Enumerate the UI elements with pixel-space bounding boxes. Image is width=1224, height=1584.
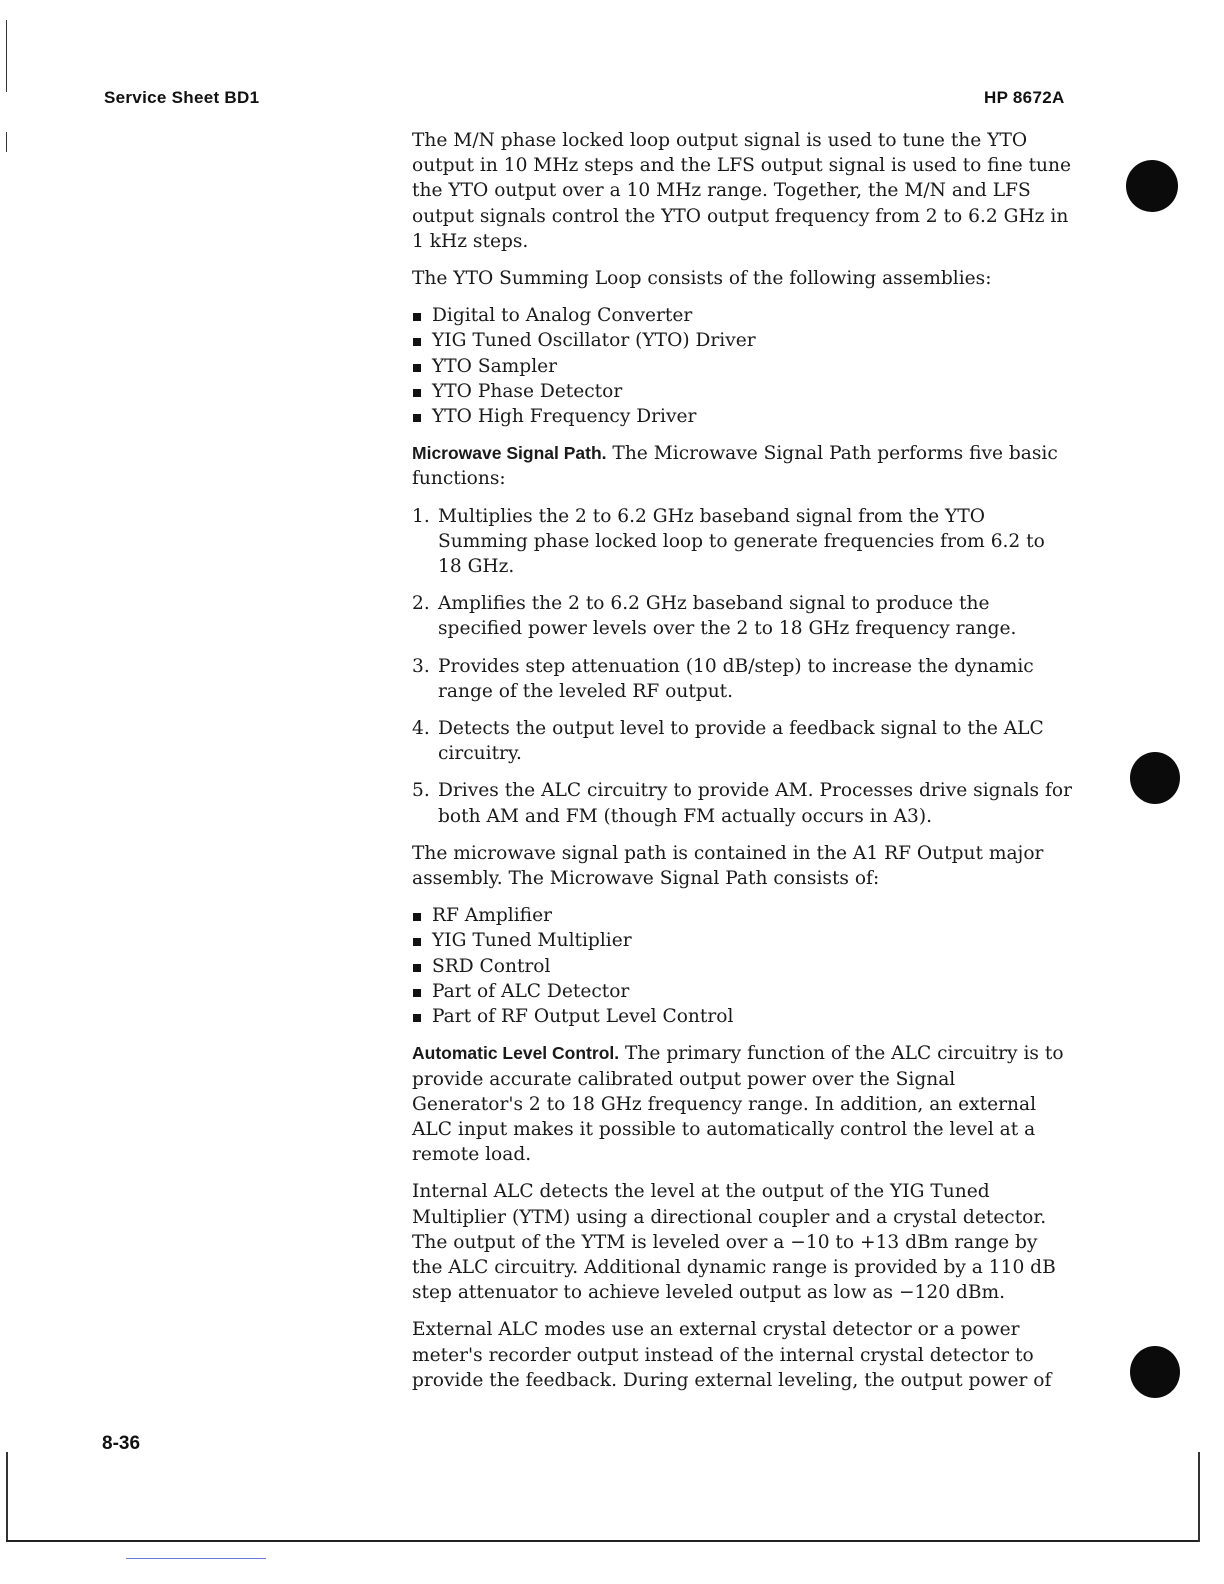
bullet-square-icon <box>413 913 421 921</box>
item-text: Amplifies the 2 to 6.2 GHz baseband signal to produce the specified power levels over the 2 to 18 GHz frequency range. <box>438 593 1017 640</box>
paragraph-microwave-signal-path <box>412 441 1072 491</box>
item-text: Provides step attenuation (10 dB/step) to increase the dynamic range of the leveled RF output. <box>438 655 1034 702</box>
paragraph-internal-alc: Internal ALC detects the level at the output of the YIG Tuned Multiplier (YTM) using a directional coupler and a crystal detector. The output of the YTM is leveled over a −10 to +13 dBm range by the ALC circuitry. Additional dynamic range is provided by a 110 dB step attenuator to achieve leveled output as low as −120 dBm. <box>412 1181 1056 1304</box>
item-text: Multiplies the 2 to 6.2 GHz baseband signal from the YTO Summing phase locked loop to generate frequencies from 6.2 to 18 GHz. <box>438 505 1045 578</box>
list-item-text: YIG Tuned Oscillator (YTO) Driver <box>432 330 756 352</box>
list-item <box>412 328 1072 353</box>
paragraph-text: The Microwave Signal Path performs five basic functions: <box>412 443 1058 490</box>
item-number: 2. <box>412 593 430 615</box>
list-item <box>412 903 1072 928</box>
left-margin-mark-top <box>6 20 7 92</box>
bullet-square-icon <box>413 338 421 346</box>
list-item <box>412 928 1072 953</box>
microwave-components-list <box>412 903 1072 1029</box>
numbered-item <box>412 654 1072 704</box>
yto-assemblies-list <box>412 303 1072 429</box>
item-text: Detects the output level to provide a feedback signal to the ALC circuitry. <box>438 718 1044 765</box>
paragraph-external-alc: External ALC modes use an external crystal detector or a power meter's recorder output instead of the internal crystal detector to provide the feedback. During external leveling, the output power of <box>412 1319 1052 1391</box>
bullet-square-icon <box>413 989 421 997</box>
list-item-text: YTO Sampler <box>432 355 558 377</box>
list-item <box>412 954 1072 979</box>
bullet-square-icon <box>413 313 421 321</box>
paragraph-mn-loop: The M/N phase locked loop output signal is used to tune the YTO output in 10 MHz steps and the LFS output signal is used to fine tune the YTO output over a 10 MHz range. Together, the M/N and LFS output signals control the YTO output frequency from 2 to 6.2 GHz in 1 kHz steps. <box>412 130 1072 252</box>
list-item <box>412 404 1072 429</box>
list-item-text: Part of RF Output Level Control <box>432 1006 734 1028</box>
list-item <box>412 979 1072 1004</box>
list-item-text: Part of ALC Detector <box>432 980 630 1002</box>
bullet-square-icon <box>413 1014 421 1022</box>
numbered-item <box>412 504 1072 580</box>
list-item-text: YTO Phase Detector <box>432 380 623 402</box>
page-number: 8-36 <box>102 1433 141 1454</box>
paragraph-text: The primary function of the ALC circuitry is to provide accurate calibrated output power over the Signal Generator's 2 to 18 GHz frequency range. In addition, an external ALC input makes it possible to automatically control the level at a remote load. <box>412 1043 1064 1166</box>
bottom-rule <box>6 1540 1200 1542</box>
bullet-square-icon <box>413 364 421 372</box>
list-item <box>412 1004 1072 1029</box>
list-item-text: SRD Control <box>432 955 551 977</box>
left-margin-line-bottom <box>6 1452 8 1542</box>
paragraph-microwave-contained: The microwave signal path is contained in the A1 RF Output major assembly. The Microwave Signal Path consists of: <box>412 842 1044 890</box>
paragraph-yto-summing-intro: The YTO Summing Loop consists of the following assemblies: <box>412 268 992 290</box>
punch-hole-top <box>1126 160 1178 212</box>
list-item <box>412 303 1072 328</box>
list-item-text: RF Amplifier <box>432 905 552 927</box>
item-number: 4. <box>412 718 430 740</box>
numbered-item <box>412 591 1072 641</box>
item-number: 3. <box>412 655 430 677</box>
paragraph-automatic-level-control <box>412 1041 1072 1167</box>
main-text-column <box>412 128 1072 1405</box>
punch-hole-bottom <box>1130 1346 1180 1398</box>
bottom-blue-line <box>126 1558 266 1559</box>
bullet-square-icon <box>413 414 421 422</box>
item-number: 1. <box>412 505 430 527</box>
runin-heading-microwave: Microwave Signal Path. <box>412 443 607 464</box>
right-margin-line-bottom <box>1198 1452 1200 1542</box>
list-item-text: YTO High Frequency Driver <box>432 406 697 428</box>
bullet-square-icon <box>413 964 421 972</box>
left-margin-mark-mid <box>6 132 7 152</box>
list-item-text: Digital to Analog Converter <box>432 305 693 327</box>
numbered-item <box>412 778 1072 828</box>
bullet-square-icon <box>413 938 421 946</box>
bullet-square-icon <box>413 389 421 397</box>
punch-hole-middle <box>1130 752 1180 804</box>
runin-heading-alc: Automatic Level Control. <box>412 1043 620 1064</box>
list-item <box>412 379 1072 404</box>
list-item-text: YIG Tuned Multiplier <box>432 930 632 952</box>
item-text: Drives the ALC circuitry to provide AM. Processes drive signals for both AM and FM (though FM actually occurs in A3). <box>438 780 1072 827</box>
functions-numbered-list <box>412 504 1072 829</box>
header-section-title: Service Sheet BD1 <box>104 88 260 107</box>
list-item <box>412 354 1072 379</box>
item-number: 5. <box>412 780 430 802</box>
numbered-item <box>412 716 1072 766</box>
header-model: HP 8672A <box>984 88 1065 107</box>
